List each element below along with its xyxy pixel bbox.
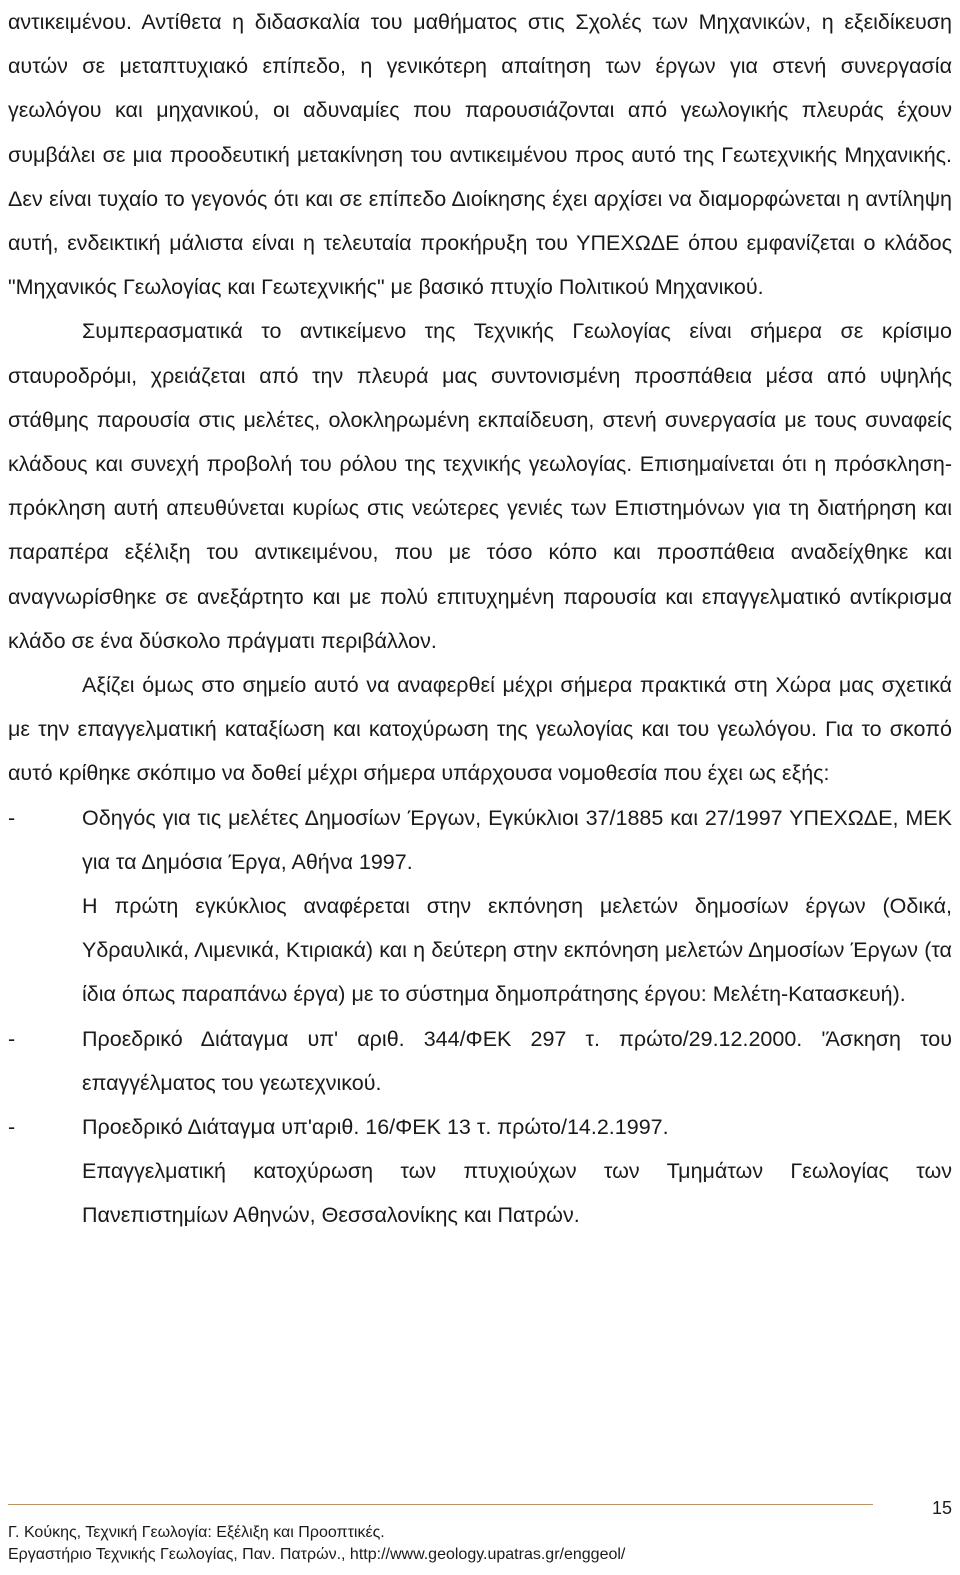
list-dash: -	[8, 1026, 16, 1051]
footer-citation: Γ. Κούκης, Τεχνική Γεωλογία: Εξέλιξη και Προοπτικές.	[8, 1524, 385, 1541]
list-item-title: Προεδρικό Διάταγμα υπ' αριθ. 344/ΦΕΚ 297 τ. πρώτο/29.12.2000. 'Άσκηση του επαγγέλματος του γεωτεχνικού.	[82, 1026, 952, 1095]
paragraph-3: Αξίζει όμως στο σημείο αυτό να αναφερθεί μέχρι σήμερα πρακτικά στη Χώρα μας σχετικά με την επαγγελματική καταξίωση και κατοχύρωση της γεωλογίας και του γεωλόγου. Για το σκοπό αυτό κρίθηκε σκόπιμο να δοθεί μέχρι σήμερα υπάρχουσα νομοθεσία που έχει ως εξής:	[8, 673, 952, 786]
list-item-title: Προεδρικό Διάταγμα υπ'αριθ. 16/ΦΕΚ 13 τ. πρώτο/14.2.1997.	[82, 1115, 669, 1140]
paragraph-1: αντικειμένου. Αντίθετα η διδασκαλία του μαθήματος στις Σχολές των Μηχανικών, η εξειδίκευση αυτών σε μεταπτυχιακό επίπεδο, η γενικότερη απαίτηση των έργων για στενή συνεργασία γεωλόγου και μηχανικού, οι αδυναμίες που παρουσιάζονται από γεωλογικής πλευράς έχουν συμβάλει σε μια προοδευτική μετακίνηση του αντικειμένου προς αυτό της Γεωτεχνικής Μηχανικής. Δεν είναι τυχαίο το γεγονός ότι και σε επίπεδο Διοίκησης έχει αρχίσει να διαμορφώνεται η αντίληψη αυτή, ενδεικτική μάλιστα είναι η τελευταία προκήρυξη του ΥΠΕΧΩΔΕ όπου εμφανίζεται ο κλάδος "Μηχανικός Γεωλογίας και Γεωτεχνικής" με βασικό πτυχίο Πολιτικού Μηχανικού.	[8, 10, 952, 300]
list-item	[8, 1105, 952, 1238]
list-item-detail: Η πρώτη εγκύκλιος αναφέρεται στην εκπόνηση μελετών δημοσίων έργων (Οδικά, Υδραυλικά, Λιμενικά, Κτιριακά) και η δεύτερη στην εκπόνηση μελετών Δημοσίων Έργων (τα ίδια όπως παραπάνω έργα) με το σύστημα δημοπράτησης έργου: Μελέτη-Κατασκευή).	[82, 894, 952, 1007]
footer-divider	[8, 1504, 873, 1505]
list-item-detail: Επαγγελματική κατοχύρωση των πτυχιούχων των Τμημάτων Γεωλογίας των Πανεπιστημίων Αθηνών, Θεσσαλονίκης και Πατρών.	[82, 1159, 952, 1228]
page-footer	[8, 1522, 625, 1566]
list-item-title: Οδηγός για τις μελέτες Δημοσίων Έργων, Εγκύκλιοι 37/1885 και 27/1997 ΥΠΕΧΩΔΕ, ΜΕΚ για τα Δημόσια Έργα, Αθήνα 1997.	[82, 805, 952, 874]
list-item	[8, 796, 952, 1017]
page-number: 15	[931, 1498, 952, 1518]
body-text	[8, 0, 952, 1238]
paragraph-2: Συμπερασματικά το αντικείμενο της Τεχνικής Γεωλογίας είναι σήμερα σε κρίσιμο σταυροδρόμι, χρειάζεται από την πλευρά μας συντονισμένη προσπάθεια μέσα από υψηλής στάθμης παρουσία στις μελέτες, ολοκληρωμένη εκπαίδευση, στενή συνεργασία με τους συναφείς κλάδους και συνεχή προβολή του ρόλου της τεχνικής γεωλογίας. Επισημαίνεται ότι η πρόσκληση-πρόκληση αυτή απευθύνεται κυρίως στις νεώτερες γενιές των Επιστημόνων για τη διατήρηση και παραπέρα εξέλιξη του αντικειμένου, που με τόσο κόπο και προσπάθεια αναδείχθηκε και αναγνωρίσθηκε σε ανεξάρτητο και με πολύ επιτυχημένη παρουσία και επαγγελματικό αντίκρισμα κλάδο σε ένα δύσκολο πράγματι περιβάλλον.	[8, 319, 952, 653]
footer-affiliation: Εργαστήριο Τεχνικής Γεωλογίας, Παν. Πατρών., http://www.geology.upatras.gr/enggeol/	[8, 1546, 626, 1563]
list-item	[8, 1017, 952, 1105]
legislation-list	[8, 796, 952, 1238]
list-dash: -	[8, 1115, 16, 1140]
list-dash: -	[8, 805, 16, 830]
